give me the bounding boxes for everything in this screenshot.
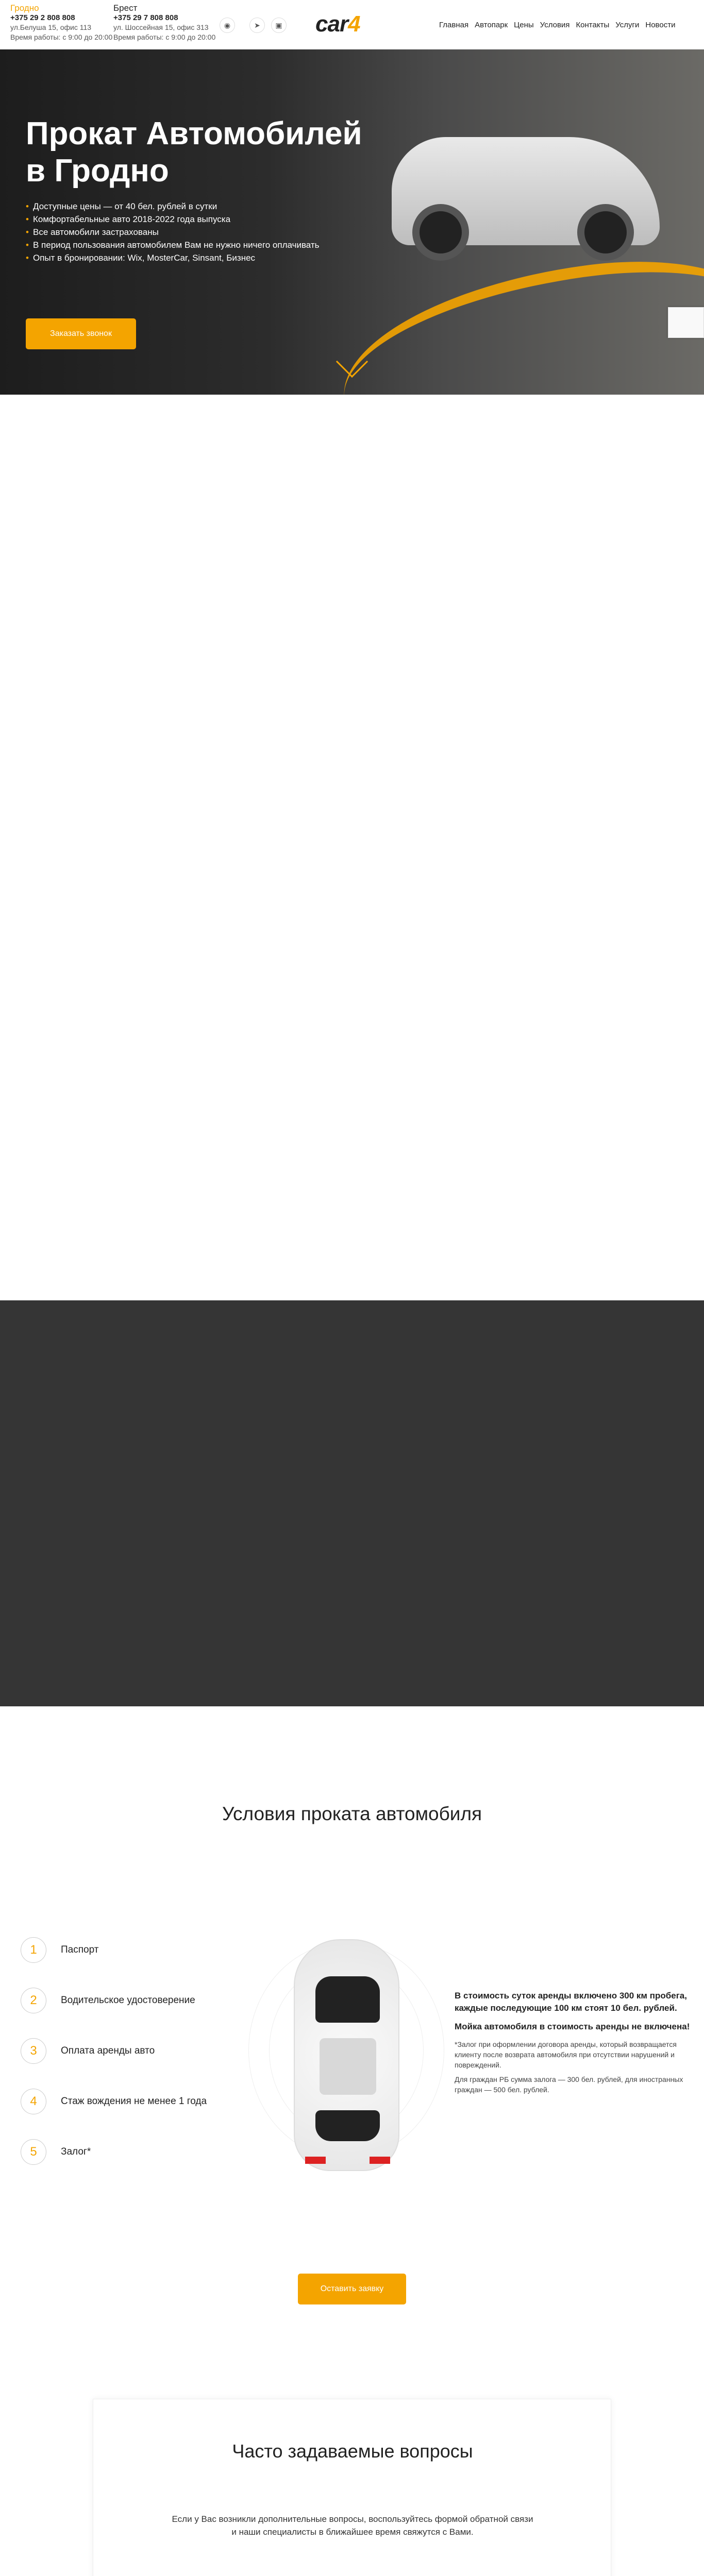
deposit-note: *Залог при оформлении договора аренды, который возвращается клиенту после возврата автомобиля при отсутствии нарушений и повреждений. xyxy=(455,2040,677,2069)
condition-number: 1 xyxy=(21,1937,46,1963)
working-hours: Время работы: с 9:00 до 20:00 xyxy=(113,33,216,41)
city-name: Брест xyxy=(113,3,138,13)
hero-section xyxy=(0,49,704,395)
nav-item-prices[interactable]: Цены xyxy=(514,21,534,29)
header-city-brest xyxy=(113,3,215,42)
address: ул. Шоссейная 15, офис 313 xyxy=(113,23,209,31)
car-top-view-image xyxy=(294,1939,399,2171)
conditions-description xyxy=(455,1990,692,2095)
nav-item-services[interactable]: Услуги xyxy=(615,21,640,29)
leave-request-button[interactable]: Оставить заявку xyxy=(298,2274,406,2304)
nav-item-news[interactable]: Новости xyxy=(645,21,676,29)
recaptcha-badge[interactable] xyxy=(668,307,704,338)
condition-item xyxy=(21,1937,98,1963)
washing-info: Мойка автомобиля в стоимость аренды не включена! xyxy=(455,2022,690,2031)
condition-number: 5 xyxy=(21,2139,46,2165)
condition-number: 3 xyxy=(21,2038,46,2064)
hero-title: Прокат Автомобилей в Гродно xyxy=(26,116,362,189)
mileage-info: В стоимость суток аренды включено 300 км пробега, каждые последующие 100 км стоят 10 бел. рублей. xyxy=(455,1991,687,2013)
condition-number: 2 xyxy=(21,1988,46,2013)
condition-label: Оплата аренды авто xyxy=(61,2045,155,2056)
faq-section xyxy=(93,2399,611,2576)
condition-label: Залог* xyxy=(61,2146,91,2157)
road-stripe-decoration xyxy=(331,242,704,395)
telegram-icon[interactable]: ➤ xyxy=(249,18,265,33)
list-item: • Все автомобили застрахованы xyxy=(26,227,320,238)
condition-label: Стаж вождения не менее 1 года xyxy=(61,2096,207,2107)
hero-benefits-list xyxy=(26,201,320,265)
order-call-button[interactable]: Заказать звонок xyxy=(26,318,136,349)
deposit-amount-note: Для граждан РБ сумма залога — 300 бел. рублей, для иностранных граждан — 500 бел. рублей. xyxy=(455,2075,683,2094)
condition-label: Водительское удостоверение xyxy=(61,1995,195,2006)
dark-content-block xyxy=(0,1300,704,1706)
viber-icon[interactable]: ◉ xyxy=(220,18,235,33)
city-name: Гродно xyxy=(10,3,39,13)
list-item: • В период пользования автомобилем Вам не нужно ничего оплачивать xyxy=(26,240,320,251)
car-wheel-front xyxy=(412,204,469,261)
header-city-grodno xyxy=(10,3,112,42)
nav-item-conditions[interactable]: Условия xyxy=(540,21,570,29)
condition-item xyxy=(21,2038,155,2064)
condition-label: Паспорт xyxy=(61,1944,99,1955)
nav-item-home[interactable]: Главная xyxy=(439,21,469,29)
site-logo[interactable]: car4 xyxy=(315,11,360,37)
site-header xyxy=(0,0,704,49)
faq-title: Часто задаваемые вопросы xyxy=(232,2441,473,2462)
working-hours: Время работы: с 9:00 до 20:00 xyxy=(10,33,113,41)
condition-item xyxy=(21,2139,91,2165)
condition-number: 4 xyxy=(21,2089,46,2114)
condition-item xyxy=(21,2089,207,2114)
main-nav xyxy=(439,21,675,29)
instagram-icon[interactable]: ▣ xyxy=(271,18,287,33)
nav-item-contacts[interactable]: Контакты xyxy=(576,21,610,29)
nav-item-fleet[interactable]: Автопарк xyxy=(475,21,508,29)
conditions-title: Условия проката автомобиля xyxy=(222,1803,482,1824)
faq-description: Если у Вас возникли дополнительные вопросы, воспользуйтесь формой обратной связи и наши специалисты в ближайшее время свяжутся с Вами. xyxy=(172,2514,533,2537)
phone-link[interactable]: +375 29 2 808 808 xyxy=(10,13,75,22)
phone-link[interactable]: +375 29 7 808 808 xyxy=(113,13,178,22)
condition-item xyxy=(21,1988,195,2013)
list-item: • Доступные цены — от 40 бел. рублей в сутки xyxy=(26,201,320,212)
car-wheel-rear xyxy=(577,204,634,261)
list-item: • Опыт в бронировании: Wix, MosterCar, Sinsant, Бизнес xyxy=(26,252,320,264)
list-item: • Комфортабельные авто 2018-2022 года выпуска xyxy=(26,214,320,225)
address: ул.Белуша 15, офис 113 xyxy=(10,23,92,31)
